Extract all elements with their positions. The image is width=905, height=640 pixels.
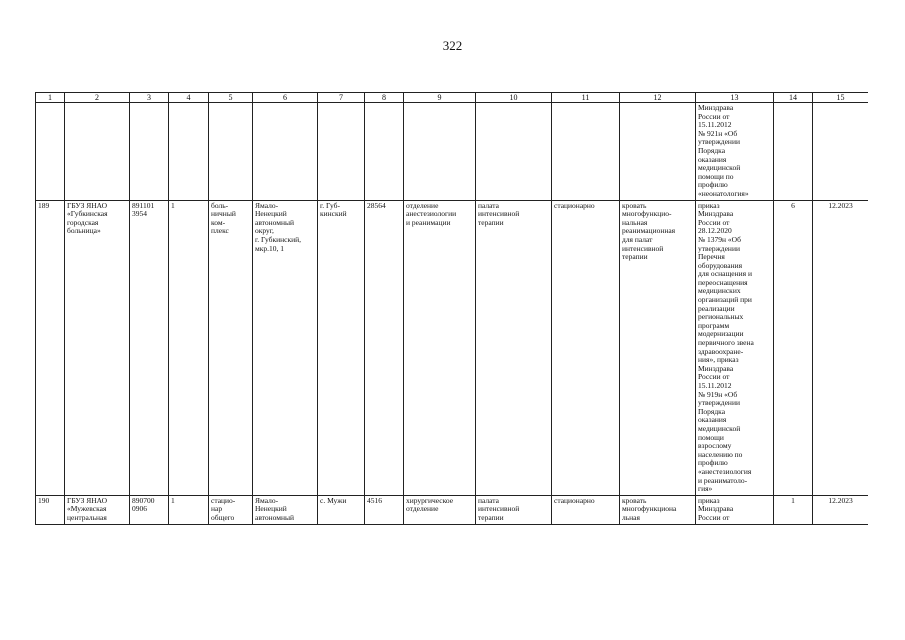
cell-population: 28564 bbox=[365, 200, 404, 495]
page-number: 322 bbox=[442, 38, 463, 53]
col-header-1: 1 bbox=[36, 93, 65, 103]
col-header-8: 8 bbox=[365, 93, 404, 103]
cell-care-mode: стационарно bbox=[552, 200, 620, 495]
col-header-10: 10 bbox=[476, 93, 552, 103]
cell-regulation: приказ Минздрава России от bbox=[696, 495, 774, 524]
cell-equipment: кровать многофункцио- нальная реанимационная для палат интенсивной терапии bbox=[620, 200, 696, 495]
cell-care-mode bbox=[552, 103, 620, 201]
cell-col4: 1 bbox=[169, 495, 209, 524]
cell-regulation: Минздрава России от 15.11.2012 № 921н «Об утверждении Порядка оказания медицинской помощи по профилю «неонатология» bbox=[696, 103, 774, 201]
cell-row-number: 189 bbox=[36, 200, 65, 495]
cell-facility-type bbox=[209, 103, 253, 201]
cell-date bbox=[813, 103, 869, 201]
cell-population bbox=[365, 103, 404, 201]
cell-address bbox=[253, 103, 318, 201]
cell-organization: ГБУЗ ЯНАО «Мужевская центральная bbox=[65, 495, 130, 524]
col-header-13: 13 bbox=[696, 93, 774, 103]
cell-locality: г. Губ- кинский bbox=[318, 200, 365, 495]
cell-quantity: 1 bbox=[774, 495, 813, 524]
col-header-12: 12 bbox=[620, 93, 696, 103]
col-header-6: 6 bbox=[253, 93, 318, 103]
cell-department: хирургическое отделение bbox=[404, 495, 476, 524]
cell-locality: с. Мужи bbox=[318, 495, 365, 524]
col-header-3: 3 bbox=[130, 93, 169, 103]
cell-date: 12.2023 bbox=[813, 200, 869, 495]
cell-care-mode: стационарно bbox=[552, 495, 620, 524]
cell-facility-type: стацио- нар общего bbox=[209, 495, 253, 524]
col-header-14: 14 bbox=[774, 93, 813, 103]
table-row-continuation bbox=[36, 103, 869, 201]
col-header-15: 15 bbox=[813, 93, 869, 103]
cell-address: Ямало- Ненецкий автономный bbox=[253, 495, 318, 524]
table-header bbox=[36, 93, 869, 103]
cell-facility-type: боль- ничный ком- плекс bbox=[209, 200, 253, 495]
cell-row-number: 190 bbox=[36, 495, 65, 524]
cell-equipment bbox=[620, 103, 696, 201]
equipment-table bbox=[35, 92, 868, 525]
col-header-9: 9 bbox=[404, 93, 476, 103]
cell-quantity: 6 bbox=[774, 200, 813, 495]
cell-inn: 890700 0906 bbox=[130, 495, 169, 524]
cell-department: отделение анестезиологии и реанимации bbox=[404, 200, 476, 495]
cell-date: 12.2023 bbox=[813, 495, 869, 524]
cell-row-number bbox=[36, 103, 65, 201]
cell-inn: 891101 3954 bbox=[130, 200, 169, 495]
cell-quantity bbox=[774, 103, 813, 201]
cell-inn bbox=[130, 103, 169, 201]
cell-organization: ГБУЗ ЯНАО «Губкинская городская больница» bbox=[65, 200, 130, 495]
col-header-5: 5 bbox=[209, 93, 253, 103]
cell-organization bbox=[65, 103, 130, 201]
cell-locality bbox=[318, 103, 365, 201]
table-row-189 bbox=[36, 200, 869, 495]
cell-equipment: кровать многофункциона льная bbox=[620, 495, 696, 524]
cell-room: палата интенсивной терапии bbox=[476, 200, 552, 495]
col-header-2: 2 bbox=[65, 93, 130, 103]
cell-room: палата интенсивной терапии bbox=[476, 495, 552, 524]
cell-address: Ямало- Ненецкий автономный округ, г. Губкинский, мкр.10, 1 bbox=[253, 200, 318, 495]
cell-regulation: приказ Минздрава России от 28.12.2020 № 1379н «Об утверждении Перечня оборудования для оснащения и переоснащения медицинских организаций при реализации региональных программ модернизации первичного звена здравоохране- ния», приказ Минздрава России от 15.11.2012 № 919н «Об утверждении Порядка оказания медицинской помощи взрослому населению по профилю «анестезиология и реаниматоло- гия» bbox=[696, 200, 774, 495]
cell-col4 bbox=[169, 103, 209, 201]
cell-room bbox=[476, 103, 552, 201]
cell-col4: 1 bbox=[169, 200, 209, 495]
cell-population: 4516 bbox=[365, 495, 404, 524]
cell-department bbox=[404, 103, 476, 201]
col-header-4: 4 bbox=[169, 93, 209, 103]
table-row-190 bbox=[36, 495, 869, 524]
column-number-row bbox=[36, 93, 869, 103]
col-header-7: 7 bbox=[318, 93, 365, 103]
equipment-table-container bbox=[35, 92, 868, 640]
col-header-11: 11 bbox=[552, 93, 620, 103]
